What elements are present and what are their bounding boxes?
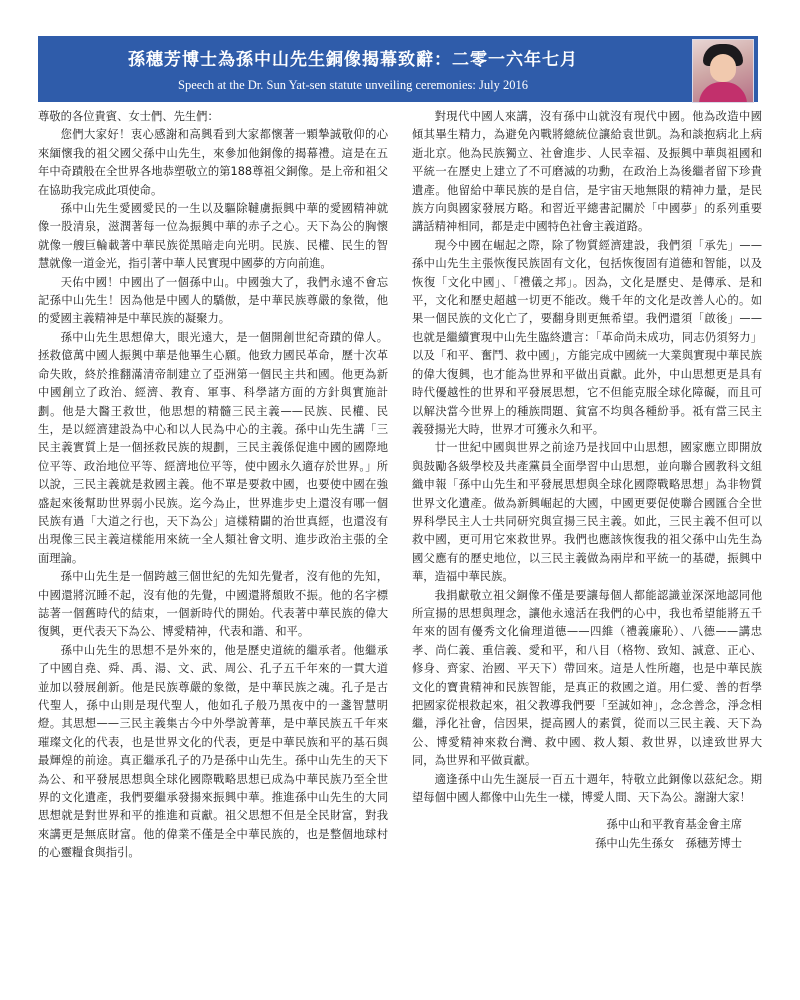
paragraph: 天佑中國！中國出了一個孫中山。中國強大了，我們永遠不會忘記孫中山先生！因為他是中國人的驕傲，是中華民族尊嚴的象徵，他的愛國主義精神是中華民族的凝聚力。: [38, 275, 388, 326]
paragraph: 現今中國在崛起之際，除了物質經濟建設，我們須「承先」——孫中山先生主張恢復民族固有文化，包括恢復固有道德和智能，以及恢復「文化中國」、「禮儀之邦」。因為，文化是歷史、是傳承、是和平，文化和歷史超越一切更不能改。幾千年的文化是改善人心的。如果一個民族的文化亡了，要翻身則更無希望。我們還須「啟後」——也就是繼續實現中山先生臨終遺言：「革命尚未成功，同志仍須努力」以及「和平、奮鬥、救中國」，方能完成中國統一大業與實現中華民族的偉大復興，也才能為世界和平做出貢獻。此外，中山思想更是具有時代優越性的世界和平發展思想，它不但能克服全球化障礙，而且可以解決當今世界上的種族問題、貧富不均與各種紛爭。祗有當三民主義發揚光大時，世界才可獲永久和平。: [412, 238, 762, 436]
paragraph: 孫中山先生愛國愛民的一生以及驅除韃虜振興中華的愛國精神就像一股清泉，滋潤著每一位為振興中華的赤子之心。天下為公的胸懷就像一艘巨輪載著中華民族從黑暗走向光明。民族、民權、民生的智慧就像一道金光，指引著中華人民實現中國夢的方向前進。: [38, 202, 388, 271]
closing-paragraph: 適逢孫中山先生誕辰一百五十週年，特敬立此銅像以茲紀念。期望每個中國人都像中山先生一樣，博愛人間、天下為公。謝謝大家！: [412, 772, 762, 805]
title-banner: [38, 36, 758, 102]
paragraph: 我捐獻敬立祖父銅像不僅是要讓每個人都能認識並深深地認同他所宣揚的思想與理念，讓他永遠活在我們的心中，我也希望能將五千年來的固有優秀文化倫理道德——四維（禮義廉恥）、八德——講忠孝、尚仁義、重信義、愛和平，和八目（格物、致知、誠意、正心、修身、齊家、治國、平天下）帶回來。這是人性所趨，也是中華民族文化的寶貴精神和民族智能，是真正的救國之道。用仁愛、善的哲學把國家從根救起來，祖父教導我們要「至誠如神」，念念善念，淨念相繼，淨化社會，信因果，提高國人的素質，從而以三民主義、天下為公、博愛精神來救台灣、救中國、救人類、救世界，以達致世界大同，為世界和平做貢獻。: [412, 588, 762, 768]
signature-block: [412, 815, 762, 853]
portrait-photo: [692, 39, 754, 103]
paragraph: 孫中山先生的思想不是外來的，他是歷史道統的繼承者。他繼承了中國自堯、舜、禹、湯、文、武、周公、孔子五千年來的一貫大道並加以發展創新。他是民族尊嚴的象徵，是中華民族之魂。孔子是古代聖人，孫中山則是現代聖人，他如孔子般乃黑夜中的一盞智慧明燈。其思想——三民主義集古今中外學說菁華，是中華民族五千年來璀璨文化的代表，也是世界文化的代表，更是中華民族和平的基石與最輝煌的前途。真正繼承孔子的乃是孫中山先生。孫中山先生的天下為公、和平發展思想與全球化國際戰略思想已成為中華民族乃至全世界的文化遺產，我們要繼承發揚來振興中華。推進孫中山先生的大同思想就是對世界和平的推進和貢獻。祖父思想不但是全民財富，對我來講更是無底財富。他的偉業不僅是全中華民族的，也是整個地球村的心靈糧食與指引。: [38, 643, 388, 860]
article-body: [38, 108, 762, 863]
right-column: [412, 108, 762, 863]
paragraph: 對現代中國人來講，沒有孫中山就沒有現代中國。他為改造中國傾其畢生精力，為避免內戰將總統位讓給袁世凱。為和談抱病北上病逝北京。他為民族獨立、社會進步、人民幸福、及振興中華與祖國和平統一在歷史上建立了不可磨滅的功勳，在政治上為後繼者留下珍貴遺產。他留給中華民族的是自信，是宇宙天地無限的精神力量，是民族方向與國家發展方略。和習近平總書記關於「中國夢」的系列重要講話精神相同，都是走中國特色社會主義道路。: [412, 110, 762, 234]
signature-title: 孫中山和平教育基金會主席: [606, 818, 742, 832]
paragraph: 孫中山先生思想偉大，眼光遠大，是一個開創世紀奇蹟的偉人。拯救億萬中國人振興中華是他畢生心願。他致力國民革命，歷十次革命失敗，終於推翻滿清帝制建立了亞洲第一個民主共和國。他更為新中國創立了政治、經濟、教育、軍事、科學諸方面的方針與實施計劃。他是大醫王救世，他思想的精髓三民主義——民族、民權、民生，是以經濟建設為中心和以人民為中心的主義。孫中山先生講「三民主義實質上是一個拯救民族的規劃，三民主義係促進中國的國際地位平等、政治地位平等、經濟地位平等，使中國永久適存於世界。」所以說，三民主義就是救國主義。他不單是要救中國，也要使中國在強盛起來後幫助世界弱小民族。迄今為止，世界進步史上還沒有哪一個民族有過「大道之行也，天下為公」這樣精闢的治世真經，也還沒有出現像三民主義這樣能用來統一全人類社會文明、進步政治主張的全面理論。: [38, 330, 388, 565]
salutation: 尊敬的各位貴賓、女士們、先生們：: [38, 110, 219, 123]
paragraph: 孫中山先生是一個跨越三個世紀的先知先覺者，沒有他的先知，中國還將沉睡不起，沒有他的先覺，中國還將頹敗不振。他的名字標誌著一個舊時代的結束，一個新時代的開始。代表著中華民族的偉大復興，更代表天下為公、博愛精神，代表和諧、和平。: [38, 570, 388, 639]
portrait-body: [699, 82, 747, 103]
portrait-face: [710, 54, 736, 82]
left-column: [38, 108, 388, 863]
page-title: 孫穗芳博士為孫中山先生銅像揭幕致辭：二零一六年七月: [128, 50, 578, 70]
paragraph: 廿一世紀中國與世界之前途乃是找回中山思想，國家應立即開放與鼓勵各級學校及共產黨員全面學習中山思想，並向聯合國教科文組織申報「孫中山先生和平發展思想與全球化國際戰略思想」為非物質世界文化遺產。做為新興崛起的大國，中國更要促使聯合國匯合全世界科學民主人士共同研究與宣揚三民主義。如此，三民主義不但可以救中國，更可用它來救世界。我們也應該恢復我的祖父孫中山先生為國父應有的歷史地位，以三民主義做為兩岸和平統一的基礎，振興中華，造福中華民族。: [412, 441, 762, 584]
signature-name: 孫中山先生孫女 孫穗芳博士: [595, 837, 742, 851]
page-subtitle: Speech at the Dr. Sun Yat-sen statute unveiling ceremonies: July 2016: [178, 78, 528, 92]
paragraph: 您們大家好！衷心感謝和高興看到大家都懷著一顆摯誠敬仰的心來緬懷我的祖父國父孫中山先生，來參加他銅像的揭幕禮。這是在五年中奇蹟般在全世界各地恭塑敬立的第188尊祖父銅像。是上帝和祖父在協助我完成此項使命。: [38, 128, 388, 197]
